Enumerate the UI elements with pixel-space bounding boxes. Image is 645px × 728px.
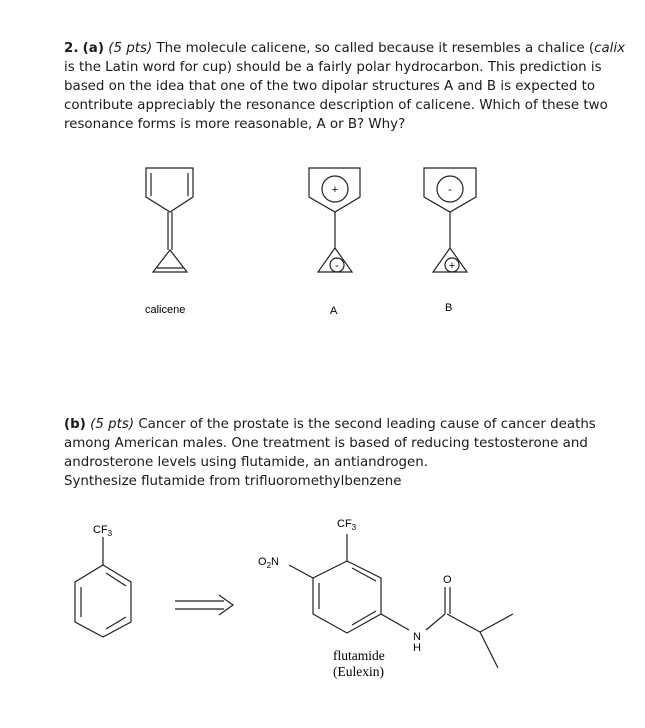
amide-hydrogen: H bbox=[413, 642, 421, 654]
label-calicene: calicene bbox=[145, 304, 186, 316]
question-2b-body: Cancer of the prostate is the second leading cause of cancer deaths among American males. One treatment is based of reducing testosterone and androsterone levels using flutamide, an antiandrogen. bbox=[64, 417, 596, 470]
carbonyl-oxygen: O bbox=[443, 574, 452, 586]
charge-a5: + bbox=[331, 184, 339, 196]
charge-b5: - bbox=[448, 184, 452, 196]
charge-a3: - bbox=[335, 260, 339, 272]
part-letter-a: (a) bbox=[82, 41, 104, 56]
points-b: (5 pts) bbox=[90, 417, 135, 432]
cf3-product: $CF_3$ bbox=[337, 518, 357, 532]
flutamide-structure bbox=[289, 534, 513, 668]
nitro-group: $O_2N$ bbox=[258, 556, 279, 570]
product-trade-name: (Eulexin) bbox=[333, 664, 384, 679]
question-2a-body: is the Latin word for cup) should be a fairly polar hydrocarbon. This prediction is based on the idea that one of the two dipolar structures A and B is expected to contribute appreciably the resonance description of calicene. Which of these two resonance forms is more reasonable, A or B? Why? bbox=[64, 60, 608, 132]
label-b: B bbox=[445, 302, 453, 314]
question-2a-intro: The molecule calicene, so called because it resembles a chalice ( bbox=[156, 41, 595, 56]
calicene-structure bbox=[146, 168, 193, 272]
product-name: flutamide bbox=[333, 648, 385, 663]
italic-calix: calix bbox=[594, 41, 626, 56]
amide-nitrogen: N bbox=[413, 631, 421, 643]
question-2b-instruction: Synthesize flutamide from trifluoromethylbenzene bbox=[64, 474, 402, 489]
part-letter-b: (b) bbox=[64, 417, 86, 432]
question-2b-text bbox=[64, 415, 636, 472]
points-a: (5 pts) bbox=[108, 41, 153, 56]
question-2b bbox=[64, 415, 636, 491]
cf3-start: $CF_3$ bbox=[93, 524, 113, 538]
question-number: 2. bbox=[64, 41, 79, 56]
trifluoromethylbenzene-structure bbox=[75, 537, 131, 637]
charge-b3: + bbox=[448, 260, 456, 272]
reaction-arrow bbox=[175, 595, 233, 615]
label-a: A bbox=[330, 305, 338, 317]
